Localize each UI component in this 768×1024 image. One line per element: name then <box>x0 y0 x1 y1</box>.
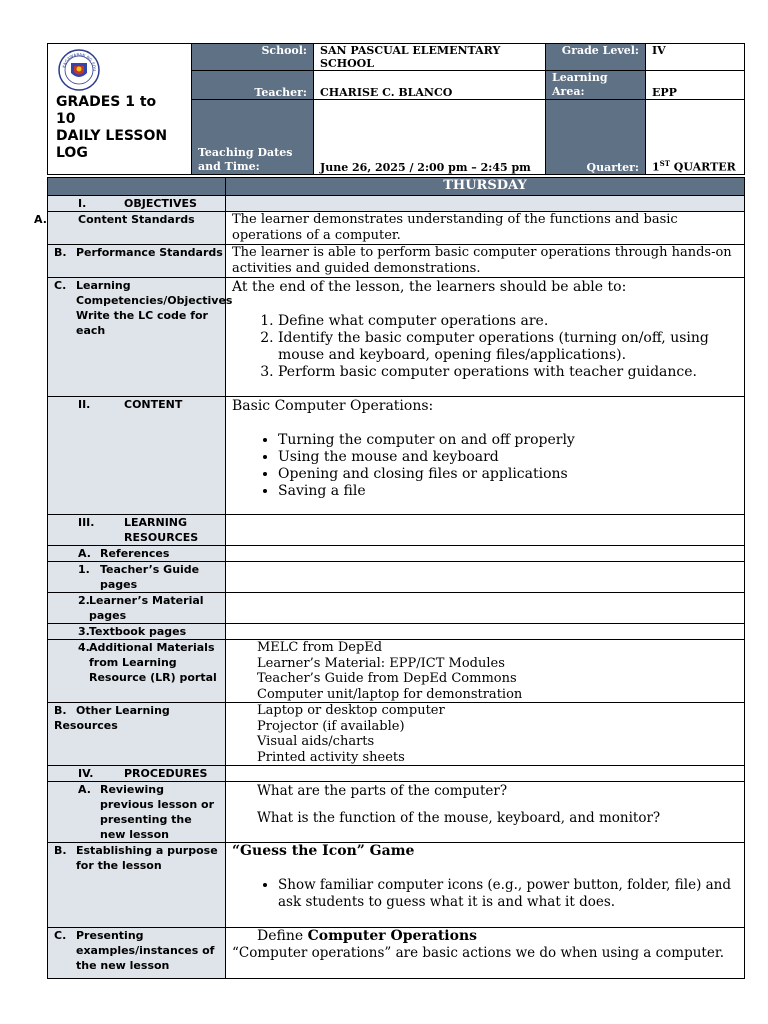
school-value: SAN PASCUAL ELEMENTARY SCHOOL <box>314 44 546 71</box>
purpose-label: B. Establishing a purpose for the lesson <box>48 843 226 928</box>
performance-standards-text: The learner is able to perform basic computer operations through hands-on activities and guided demonstrations. <box>226 245 745 278</box>
area-label: Learning Area: <box>546 71 646 100</box>
references-label: A. References <box>48 546 226 562</box>
teachers-guide-label: 1. Teacher’s Guide pages <box>48 562 226 593</box>
content-heading: II. CONTENT <box>48 397 226 515</box>
additional-materials-cell <box>226 640 745 703</box>
list-item: Projector (if available) <box>257 718 405 734</box>
list-item: 3. Perform basic computer operations with teacher guidance. <box>278 364 738 381</box>
content-list <box>232 432 738 500</box>
content-title: Basic Computer Operations: <box>232 398 434 414</box>
list-item: Learner’s Material: EPP/ICT Modules <box>257 655 505 671</box>
competencies-cell: At the end of the lesson, the learners should be able to: 1. Define what computer operations are. 2. Identify the basic computer operations (turning on/off, using mouse and keyboard, opening files/applications). 3. Perform basic computer operations with teacher guidance. <box>226 278 745 397</box>
presenting-cell: Define Computer Operations “Computer operations” are basic actions we do when using a computer. <box>226 928 745 979</box>
additional-materials-label: 4. Additional Materials from Learning Resource (LR) portal <box>48 640 226 703</box>
dll-title: GRADES 1 to 10 DAILY LESSON LOG <box>56 94 168 161</box>
other-resources-label: B. Other Learning Resources <box>48 703 226 766</box>
list-item: • Saving a file <box>278 483 738 500</box>
header-table <box>47 43 745 175</box>
list-item: • Turning the computer on and off properly <box>278 432 738 449</box>
school-label: School: <box>192 44 314 71</box>
quarter-value: 1ST QUARTER <box>646 100 745 175</box>
list-item: 2. Identify the basic computer operations (turning on/off, using mouse and keyboard, opening files/applications). <box>278 330 738 364</box>
competencies-list <box>232 313 738 381</box>
resources-heading: III. LEARNING RESOURCES <box>48 515 226 546</box>
list-item: MELC from DepEd <box>257 640 383 655</box>
purpose-cell <box>226 843 745 928</box>
lesson-table <box>34 177 745 979</box>
area-value: EPP <box>646 71 745 100</box>
day-header: THURSDAY <box>226 178 745 196</box>
list-item: • Using the mouse and keyboard <box>278 449 738 466</box>
content-standards-label: A. Content Standards <box>48 212 226 245</box>
teacher-value: CHARISE C. BLANCO <box>314 71 546 100</box>
game-title: “Guess the Icon” Game <box>232 843 415 859</box>
list-item: Printed activity sheets <box>257 749 405 765</box>
content-cell <box>226 397 745 515</box>
list-item: Visual aids/charts <box>257 734 375 749</box>
logo-cell <box>48 44 192 175</box>
teacher-label: Teacher: <box>192 71 314 100</box>
other-resources-cell <box>226 703 745 766</box>
list-item: Computer unit/laptop for demonstration <box>257 686 523 702</box>
grade-label: Grade Level: <box>546 44 646 71</box>
list-item: • Opening and closing files or applications <box>278 466 738 483</box>
svg-text:KAGAWARAN NG EDUKASYON: KAGAWARAN NG EDU <box>61 51 98 72</box>
purpose-list <box>232 877 738 911</box>
dates-value: June 26, 2025 / 2:00 pm – 2:45 pm <box>314 100 546 175</box>
list-item: • Show familiar computer icons (e.g., power button, folder, file) and ask students to guess what it is and what it does. <box>278 877 738 911</box>
objectives-heading: I. OBJECTIVES <box>48 196 226 212</box>
dates-label: Teaching Dates and Time: <box>192 100 314 175</box>
textbook-label: 3.Textbook pages <box>48 624 226 640</box>
learners-material-label: 2. Learner’s Material pages <box>48 593 226 624</box>
review-label: A. Reviewing previous lesson or presenting the new lesson <box>48 782 226 843</box>
procedures-heading: IV. PROCEDURES <box>48 766 226 782</box>
presenting-label: C. Presenting examples/instances of the new lesson <box>48 928 226 979</box>
content-standards-text: The learner demonstrates understanding of the functions and basic operations of a computer. <box>226 212 745 245</box>
grade-value: IV <box>646 44 745 71</box>
list-item: Teacher’s Guide from DepEd Commons <box>257 671 517 686</box>
list-item: Laptop or desktop computer <box>257 703 445 718</box>
quarter-label: Quarter: <box>546 100 646 175</box>
competencies-label: C. Learning Competencies/Objectives Write the LC code for each <box>48 278 226 397</box>
review-cell: What are the parts of the computer? What is the function of the mouse, keyboard, and monitor? <box>226 782 745 843</box>
deped-seal-icon <box>58 49 100 91</box>
list-item: 1. Define what computer operations are. <box>278 313 738 330</box>
performance-standards-label: B. Performance Standards <box>48 245 226 278</box>
